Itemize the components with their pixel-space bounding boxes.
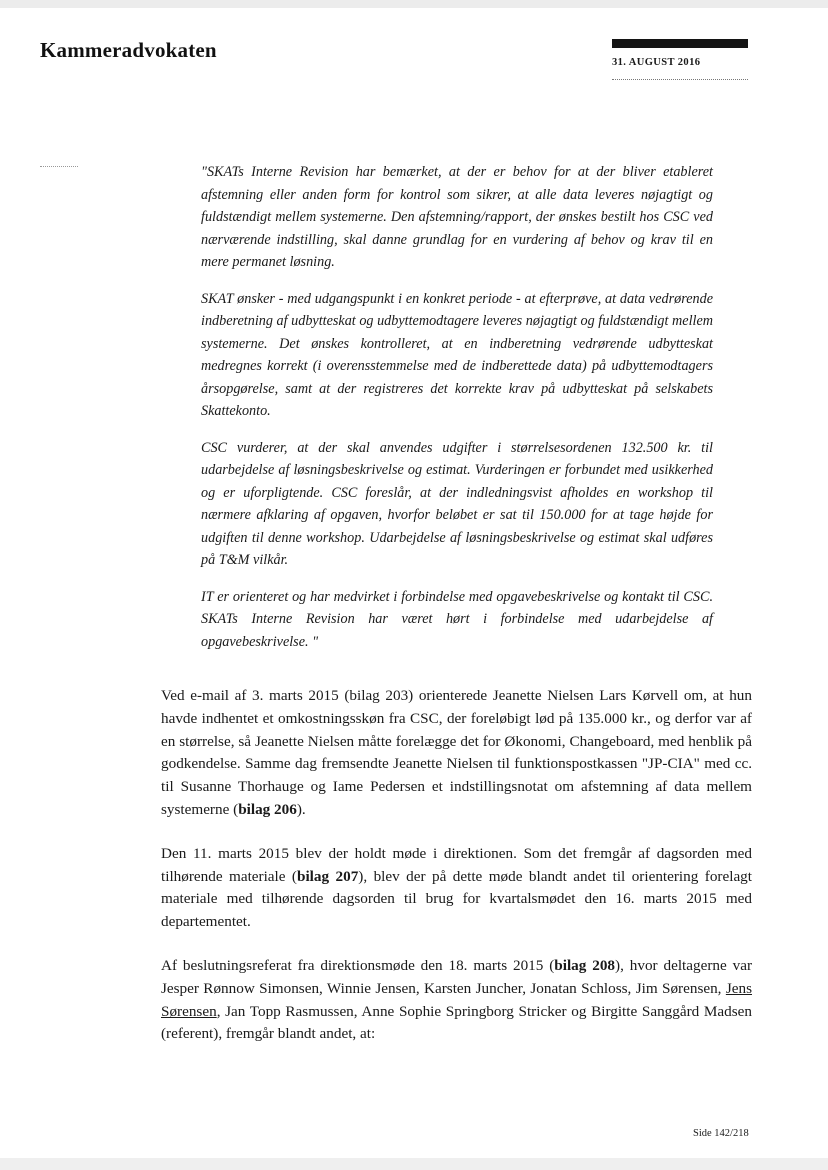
body-text-span: Den 11. marts 2015 blev der holdt møde i direktionen. Som det fremgår af dagsorden med tilhørende materiale ( (161, 844, 752, 885)
body-paragraph-3 (161, 955, 752, 1046)
quote-paragraph-4: IT er orienteret og har medvirket i forbindelse med opgavebeskrivelse og kontakt til CSC. SKATs Interne Revision har været hørt i forbindelse med udarbejdelse af opgavebeskrivelse. " (201, 588, 713, 650)
header-date: 31. AUGUST 2016 (612, 57, 701, 68)
header-rule (612, 79, 748, 80)
quote-paragraph-3: CSC vurderer, at der skal anvendes udgifter i størrelsesordenen 132.500 kr. til udarbejdelse af løsningsbeskrivelse og estimat. Vurderingen er forbundet med usikkerhed og er uforpligtende. CSC foreslår, at der indledningsvist afholdes en workshop til nærmere afklaring af opgaven, hvorfor beløbet er sat til 150.000 for at tage højde for udgiften til denne workshop. Udarbejdelse af løsningsbeskrivelse og estimat skal udføres på T&M vilkår. (201, 439, 713, 568)
bilag-reference: bilag 207 (297, 867, 359, 885)
bilag-reference: bilag 208 (554, 956, 616, 974)
header-bar (612, 39, 748, 48)
page-bottom-edge (0, 1158, 828, 1170)
body-text-span: ), hvor deltagerne var Jesper Rønnow Simonsen, Winnie Jensen, Karsten Juncher, Jonatan Schloss, Jim Sørensen, (161, 956, 752, 997)
body-text-span: Ved e-mail af 3. marts 2015 (bilag 203) orienterede Jeanette Nielsen Lars Kørvell om, at hun havde indhentet et omkostningsskøn fra CSC, der foreløbigt lød på 135.000 kr., og derfor var af en størrelse, så Jeanette Nielsen måtte forelægge det for Økonomi, Changeboard, med henblik på godkendelse. Samme dag fremsendte Jeanette Nielsen til funktionspostkassen "JP-CIA" med cc. til Susanne Thorhauge og Iame Pedersen et indstillingsnotat om afstemning af data mellem systemerne ( (161, 687, 752, 818)
margin-mark (40, 166, 78, 167)
quoted-indstilling (201, 161, 713, 667)
page-number: Side 142/218 (693, 1128, 749, 1139)
quote-paragraph-2: SKAT ønsker - med udgangspunkt i en konkret periode - at efterprøve, at data vedrørende indberetning af udbytteskat og udbyttemodtagere leveres nøjagtigt og fuldstændigt mellem systemerne. Det ønskes kontrolleret, at en indberetning vedrørende udbytteskat medregnes korrekt (i overensstemmelse med de indberettede data) på udbyttemodtagers årsopgørelse, samt at der registreres det korrekte krav på udbytteskat på selskabets Skattekonto. (201, 290, 713, 419)
body-text-span: ). (296, 800, 306, 818)
body-paragraph-2 (161, 843, 752, 934)
body-text (161, 685, 752, 1067)
body-text-span: ), blev der på dette møde blandt andet til orientering forelagt materiale med tilhørende dagsorden til brug for kvartalsmødet den 16. marts 2015 med departementet. (161, 867, 752, 931)
page-top-edge (0, 0, 828, 8)
body-text-span: Af beslutningsreferat fra direktionsmøde den 18. marts 2015 ( (161, 956, 555, 974)
body-paragraph-1 (161, 685, 752, 822)
body-text-span: , Jan Topp Rasmussen, Anne Sophie Springborg Stricker og Birgitte Sanggård Madsen (referent), fremgår blandt andet, at: (161, 1002, 752, 1043)
underlined-name: Jens Sørensen (161, 979, 752, 1020)
quote-paragraph-1: "SKATs Interne Revision har bemærket, at der er behov for at der bliver etableret afstemning eller anden form for kontrol som sikrer, at alle data leveres nøjagtigt og fuldstændigt mellem systemerne. Den afstemning/rapport, der ønskes bestilt hos CSC ved nærværende indstilling, skal danne grundlag for en vurdering af behov og krav til en mere permanet løsning. (201, 164, 713, 270)
header-title: Kammeradvokaten (40, 38, 217, 62)
bilag-reference: bilag 206 (238, 800, 297, 818)
